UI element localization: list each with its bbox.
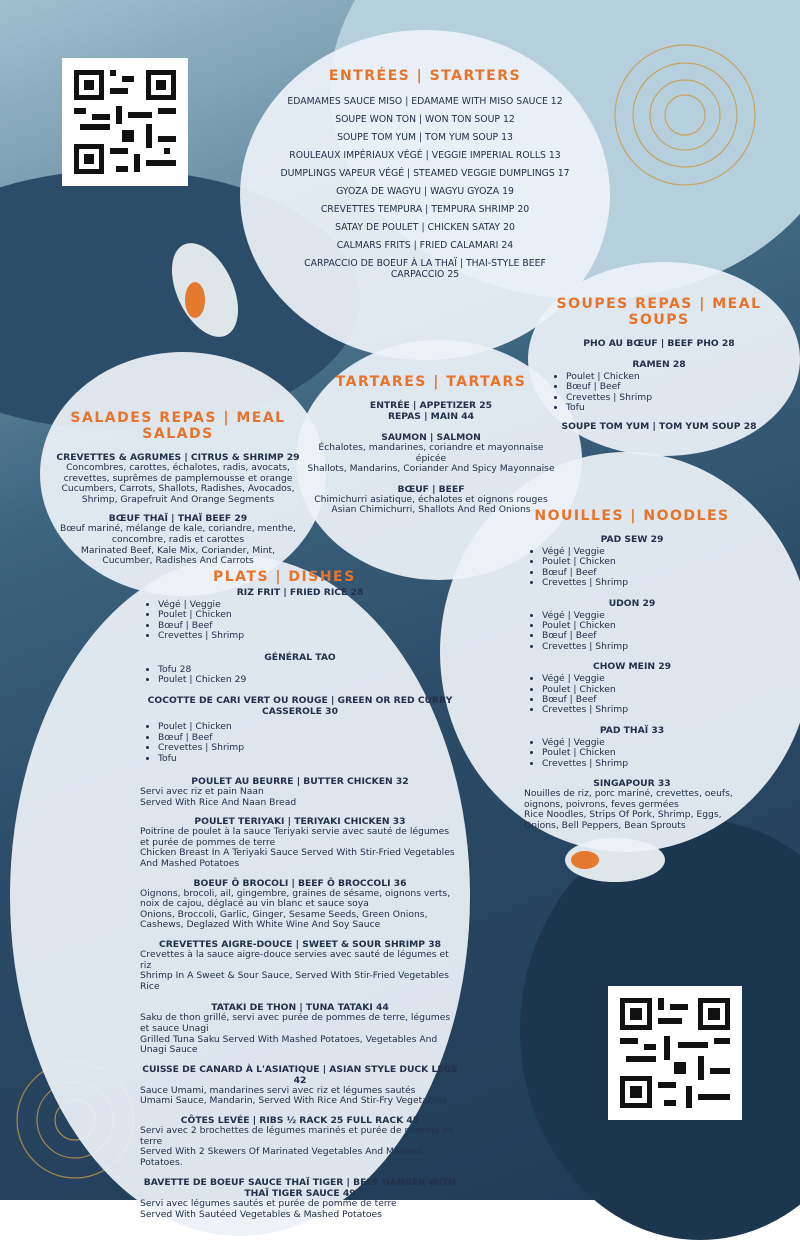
noodle-options — [524, 611, 740, 653]
option: • Bœuf | Beef — [158, 621, 460, 631]
tartares-title: TARTARES | TARTARS — [335, 374, 527, 390]
dish-desc: Served With Sautéed Vegetables & Mashed Potatoes — [140, 1208, 382, 1220]
salads-title: SALADES REPAS | MEAL SALADS — [70, 410, 286, 442]
option: • Végé | Veggie — [542, 611, 740, 621]
noodle-options — [524, 738, 740, 769]
tartare-desc: Échalotes, mandarines, coriandre et mayonnaise épicée — [318, 442, 544, 464]
option: • Poulet | Chicken — [158, 610, 460, 620]
starter-item: GYOZA DE WAGYU | WAGYU GYOZA 19 — [336, 186, 514, 197]
dish-desc: Servi avec riz et pain Naan — [140, 786, 264, 798]
option: • Poulet | Chicken — [158, 722, 460, 732]
dish-item: CÔTES LEVÉE | RIBS ½ RACK 25 FULL RACK 45 — [180, 1114, 420, 1126]
noodle-item: PAD SEW 29 — [600, 534, 664, 545]
option: • Bœuf | Beef — [158, 733, 460, 743]
tartare-item: BŒUF | BEEF — [397, 483, 465, 495]
option: • Crevettes | Shrimp — [158, 631, 460, 641]
ramen-options — [548, 372, 770, 414]
dish-item: RIZ FRIT | FRIED RICE 28 — [236, 587, 364, 598]
option: • Végé | Veggie — [542, 674, 740, 684]
dish-desc: Saku de thon grillé, servi avec purée de pommes de terre, légumes et sauce Unagi — [140, 1012, 451, 1034]
salad-desc: Bœuf mariné, mélange de kale, coriandre, menthe, concombre, radis et carottes — [60, 523, 296, 545]
dish-item: BOEUF Ô BROCOLI | BEEF Ô BROCCOLI 36 — [193, 877, 407, 889]
tartare-desc: Shallots, Mandarins, Coriander And Spicy Mayonnaise — [307, 463, 555, 475]
dish-item: CUISSE DE CANARD À L'ASIATIQUE | ASIAN STYLE DUCK LEGS 42 — [142, 1063, 458, 1086]
salad-item: BŒUF THAÏ | THAÏ BEEF 29 — [108, 513, 248, 525]
dish-item: GÉNÉRAL TAO — [264, 651, 336, 663]
option: • Tofu — [566, 403, 770, 413]
qr-code-top[interactable] — [62, 58, 188, 186]
qr-code-bottom[interactable] — [608, 986, 742, 1120]
dishes-title: PLATS | DISHES — [213, 569, 356, 585]
starter-item: DUMPLINGS VAPEUR VÉGÉ | STEAMED VEGGIE DUMPLINGS 17 — [280, 168, 570, 179]
starter-item: SOUPE WON TON | WON TON SOUP 12 — [335, 114, 515, 125]
dish-desc: Served With 2 Skewers Of Marinated Vegetables And Mashed Potatoes. — [140, 1146, 422, 1168]
salad-desc: Concombres, carottes, échalotes, radis, avocats, crevettes, suprêmes de pamplemousse et orange — [63, 462, 293, 484]
dish-options — [140, 665, 460, 686]
dish-item: COCOTTE DE CARI VERT OU ROUGE | GREEN OR RED CURRY CASSEROLE 30 — [147, 695, 453, 718]
dish-desc: Grilled Tuna Saku Served With Mashed Potatoes, Vegetables And Unagi Sauce — [140, 1033, 438, 1056]
option: • Bœuf | Beef — [542, 695, 740, 705]
starter-item: CALMARS FRITS | FRIED CALAMARI 24 — [336, 240, 514, 251]
noodles-title: NOUILLES | NOODLES — [534, 508, 730, 524]
soups-section — [548, 296, 770, 432]
soup-item: PHO AU BŒUF | BEEF PHO 28 — [583, 338, 735, 349]
tartare-desc: Chimichurri asiatique, échalotes et oignons rouges — [314, 493, 548, 505]
tartare-price: ENTRÉE | APPETIZER 25 — [369, 400, 493, 411]
tartare-price: REPAS | MAIN 44 — [387, 411, 475, 422]
dish-desc: Umami Sauce, Mandarin, Served With Rice And Stir-Fry Vegetables — [140, 1095, 447, 1107]
dish-desc: Oignons, brocoli, ail, gingembre, graines de sésame, oignons verts, noix de cajou, déglacé au vin blanc et sauce soya — [140, 887, 451, 910]
option: • Poulet | Chicken — [566, 372, 770, 382]
dishes-section — [140, 569, 460, 1221]
option: • Poulet | Chicken — [542, 557, 740, 567]
dish-item: POULET AU BEURRE | BUTTER CHICKEN 32 — [191, 776, 409, 788]
option: • Poulet | Chicken — [542, 685, 740, 695]
noodle-item: CHOW MEIN 29 — [592, 661, 672, 673]
option: • Végé | Veggie — [542, 547, 740, 557]
dish-desc: Servi avec légumes sautés et purée de pomme de terre — [140, 1198, 397, 1210]
salad-desc: Cucumbers, Carrots, Shallots, Radishes, Avocados, Shrimp, Grapefruit And Orange Segments — [61, 483, 295, 505]
tartares-section — [306, 374, 556, 516]
tartare-desc: Asian Chimichurri, Shallots And Red Onions — [331, 504, 531, 516]
dish-desc: Onions, Broccoli, Garlic, Ginger, Sesame Seeds, Green Onions, Cashews, Deglazed With White Wine And Soy Sauce — [140, 908, 428, 931]
koi-fish-decoration — [150, 230, 260, 350]
option: • Poulet | Chicken — [542, 748, 740, 758]
option: • Crevettes | Shrimp — [542, 642, 740, 652]
noodle-options — [524, 674, 740, 716]
soup-item: RAMEN 28 — [632, 359, 686, 370]
starter-item: CARPACCIO DE BOEUF À LA THAÏ | THAI-STYLE BEEF CARPACCIO 25 — [304, 258, 546, 280]
dish-options — [140, 600, 460, 642]
option: • Bœuf | Beef — [566, 382, 770, 392]
starter-item: ROULEAUX IMPÉRIAUX VÉGÉ | VEGGIE IMPERIAL ROLLS 13 — [289, 150, 561, 161]
salad-desc: Marinated Beef, Kale Mix, Coriander, Mint, Cucumber, Radishes And Carrots — [80, 544, 276, 567]
noodle-item: PAD THAÏ 33 — [599, 724, 665, 736]
dish-desc: Served With Rice And Naan Bread — [140, 796, 297, 808]
dish-desc: Sauce Umami, mandarines servi avec riz et légumes sautés — [140, 1084, 416, 1096]
dish-desc: Crevettes à la sauce aigre-douce servies avec sauté de légumes et riz — [140, 949, 449, 971]
dish-desc: Servi avec 2 brochettes de légumes marinés et purée de pomme de terre — [140, 1124, 454, 1147]
option: • Crevettes | Shrimp — [566, 393, 770, 403]
dish-desc: Shrimp In A Sweet & Sour Sauce, Served With Stir-Fried Vegetables Rice — [140, 970, 449, 992]
dish-desc: Chicken Breast In A Teriyaki Sauce Served With Stir-Fried Vegetables And Mashed Potatoes — [140, 847, 455, 870]
option: • Bœuf | Beef — [542, 568, 740, 578]
dish-item: BAVETTE DE BOEUF SAUCE THAÏ TIGER | BEEF HANGER WITH THAÏ TIGER SAUCE 49 — [143, 1177, 457, 1200]
noodle-options — [524, 547, 740, 589]
dish-options — [140, 722, 460, 764]
salad-item: CREVETTES & AGRUMES | CITRUS & SHRIMP 29 — [56, 452, 300, 463]
starter-item: SATAY DE POULET | CHICKEN SATAY 20 — [335, 222, 515, 233]
noodle-item: UDON 29 — [608, 597, 656, 609]
starter-item: SOUPE TOM YUM | TOM YUM SOUP 13 — [337, 132, 513, 143]
soup-item: SOUPE TOM YUM | TOM YUM SOUP 28 — [561, 420, 757, 432]
noodle-desc: Nouilles de riz, porc mariné, crevettes, oeufs, oignons, poivrons, feves germées — [524, 788, 733, 810]
noodle-desc: Rice Noodles, Strips Of Pork, Shrimp, Eggs, Onions, Bell Peppers, Bean Sprouts — [524, 809, 722, 831]
option: • Crevettes | Shrimp — [542, 705, 740, 715]
starter-item: EDAMAMES SAUCE MISO | EDAMAME WITH MISO SAUCE 12 — [287, 96, 563, 107]
starters-section — [280, 68, 570, 287]
option: • Tofu 28 — [158, 665, 460, 675]
gold-mandala-decoration — [590, 30, 780, 200]
noodles-section — [524, 508, 740, 831]
option: • Crevettes | Shrimp — [542, 759, 740, 769]
option: • Végé | Veggie — [158, 600, 460, 610]
option: • Crevettes | Shrimp — [542, 578, 740, 588]
salads-section — [56, 410, 300, 567]
option: • Végé | Veggie — [542, 738, 740, 748]
dish-item: TATAKI DE THON | TUNA TATAKI 44 — [211, 1002, 389, 1014]
dish-desc: Poitrine de poulet à la sauce Teriyaki servie avec sauté de légumes et purée de pommes de terre — [140, 826, 450, 848]
dish-item: POULET TERIYAKI | TERIYAKI CHICKEN 33 — [194, 816, 406, 828]
starter-item: CREVETTES TEMPURA | TEMPURA SHRIMP 20 — [320, 204, 530, 215]
starters-title: ENTRÉES | STARTERS — [328, 68, 522, 84]
option: • Poulet | Chicken 29 — [158, 675, 460, 685]
option: • Tofu — [158, 754, 460, 764]
soups-title: SOUPES REPAS | MEAL SOUPS — [556, 296, 762, 328]
option: • Crevettes | Shrimp — [158, 743, 460, 753]
option: • Poulet | Chicken — [542, 621, 740, 631]
noodle-item: SINGAPOUR 33 — [593, 778, 671, 790]
dish-item: CREVETTES AIGRE-DOUCE | SWEET & SOUR SHRIMP 38 — [158, 939, 442, 950]
option: • Bœuf | Beef — [542, 631, 740, 641]
tartare-item: SAUMON | SALMON — [381, 432, 481, 443]
